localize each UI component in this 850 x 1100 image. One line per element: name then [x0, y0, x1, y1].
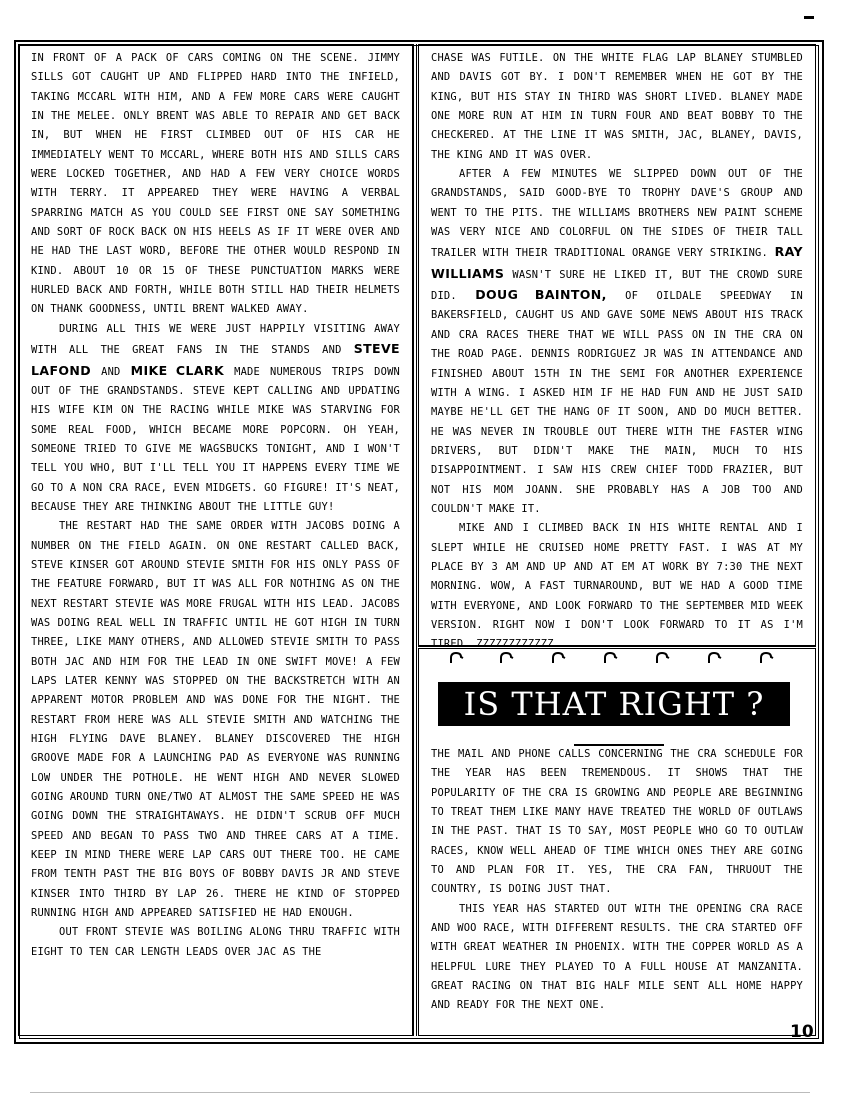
left-column	[18, 44, 413, 1036]
right-top-column-text	[431, 49, 803, 655]
paragraph	[31, 49, 400, 320]
banner-title: IS THAT RIGHT ?	[463, 685, 765, 723]
text-run: OUT FRONT STEVIE WAS BOILING ALONG THRU TRAFFIC WITH EIGHT TO TEN CAR LENGTH LEADS OVER JAC AS THE	[31, 926, 400, 958]
section-banner	[434, 666, 794, 730]
paragraph	[31, 320, 400, 517]
text-run: THE MAIL AND PHONE CALLS CONCERNING THE CRA SCHEDULE FOR THE YEAR HAS BEEN TREMENDOUS. IT SHOWS THAT THE POPULARITY OF THE CRA IS GROWING AND PEOPLE ARE BEGINNING TO TREAT THEM LIKE MANY HAVE TREATED THE WORLD OF OUTLAWS IN THE PAST. THAT IS TO SAY, MOST PEOPLE WHO GO TO OUTLAW RACES, KNOW WELL AHEAD OF TIME WHICH ONES THEY ARE GOING TO AND PLAN FOR IT. YES, THE CRA FAN, THRUOUT THE COUNTRY, IS DOING JUST THAT.	[431, 748, 803, 896]
hook-ornament-icon	[500, 652, 514, 664]
right-bottom-column-text	[431, 745, 803, 1016]
scan-edge-line	[30, 1092, 810, 1093]
paragraph	[431, 165, 803, 519]
page-number: 10	[790, 1022, 814, 1042]
text-run: MIKE AND I CLIMBED BACK IN HIS WHITE RENTAL AND I SLEPT WHILE HE CRUISED HOME PRETTY FAST. I WAS AT MY PLACE BY 3 AM AND UP AND AT EM AT WORK BY 7:30 THE NEXT MORNING. WOW, A FAST TURNAROUND, BUT WE HAD A GOOD TIME WITH EVERYONE, AND LOOK FORWARD TO THE SEPTEMBER MID WEEK VERSION. RIGHT NOW I DON'T LOOK FORWARD TO IT AS I'M	[431, 522, 803, 631]
text-run: IN FRONT OF A PACK OF CARS COMING ON THE SCENE. JIMMY SILLS GOT CAUGHT UP AND FLIPPED HARD INTO THE INFIELD, TAKING MCCARL WITH HIM, AND A FEW MORE CARS WERE CAUGHT IN THE MELEE. ONLY BRENT WAS ABLE TO REPAIR AND GET BACK IN, BUT WHEN HE FIRST CLIMBED OUT OF HIS CAR HE IMMEDIATELY WENT TO MCCARL, WHERE BOTH HIS AND SILLS CARS WERE LOCKED TOGETHER, AND HAD A FEW VERY CHOICE WORDS WITH TERRY. IT APPEARED THEY WERE HAVING A VERBAL SPARRING MATCH AS YOU COULD SEE FIRST ONE SAY SOMETHING AND SORT OF ROCK BACK ON HIS HEELS AS IF IT WERE OVER AND HE HAD THE LAST WORD, BEFORE THE OTHER WOULD RESPOND IN KIND. ABOUT 10 OR 15 OF THESE PUNCTUATION MARKS WERE HURLED BACK AND FORTH, WHILE BOTH STILL HAD THEIR HELMETS ON THANK GOODNESS, UNTIL BRENT WALKED AWAY.	[31, 52, 400, 316]
text-run: WASN'T SURE HE LIKED IT, BUT THE CROWD SURE DID.	[431, 268, 803, 303]
text-run: OF OILDALE SPEEDWAY IN BAKERSFIELD, CAUGHT US AND GAVE SOME NEWS ABOUT HIS TRACK AND CRA RACES THERE THAT WE WILL PASS ON IN THE CRA ON THE ROAD PAGE. DENNIS RODRIGUEZ JR WAS IN ATTENDANCE AND FINISHED ABOUT 15TH IN THE SEMI FOR ANOTHER EXPERIENCE WITH A WING. I ASKED HIM IF HE HAD FUN AND HE JUST SAID MAYBE HE'LL GET THE HANG OF IT SOON, AND DO MUCH BETTER. HE WAS NEVER IN TROUBLE OUT THERE WITH THE FASTER WING DRIVERS, BUT DIDN'T MAKE THE MAIN, MUCH TO HIS DISAPPOINTMENT. I SAW HIS CREW CHIEF TODD FRAZIER, BUT NOT HIS MOM JOANN. SHE PROBABLY HAS A JOB TOO AND COULDN'T MAKE IT.	[431, 290, 803, 515]
banner-box	[438, 682, 790, 726]
paragraph	[431, 49, 803, 165]
text-run: MADE NUMEROUS TRIPS DOWN OUT OF THE GRANDSTANDS. STEVE KEPT CALLING AND UPDATING HIS WIFE KIM ON THE RACING WHILE MIKE WAS STARVING FOR SOME REAL FOOD, WHICH BECAME MORE POPCORN. OH YEAH, SOMEONE TRIED TO GIVE ME WAGSBUCKS TONIGHT, AND I WON'T TELL YOU WHO, BUT I'LL TELL YOU IT HAPPENS EVERY TIME WE GO TO A NON CRA RACE, EVEN MIDGETS. GO FIGURE! IT'S NEAT, BECAUSE THEY ARE THINKING ABOUT THE LITTLE GUY!	[31, 365, 400, 513]
text-run: AND	[91, 365, 131, 378]
text-run: CHASE WAS FUTILE. ON THE WHITE FLAG LAP BLANEY STUMBLED AND DAVIS GOT BY. I DON'T REMEMBER WHEN HE GOT BY THE KING, BUT HIS STAY IN THIRD WAS SHORT LIVED. BLANEY MADE ONE MORE RUN AT HIM IN TURN FOUR AND BEAT BOBBY TO THE CHECKERED. AT THE LINE IT WAS SMITH, JAC, BLANEY, DAVIS, THE KING AND IT WAS OVER.	[431, 52, 803, 161]
bold-name: STEVE LAFOND	[31, 341, 400, 378]
text-run: THE RESTART HAD THE SAME ORDER WITH JACOBS DOING A NUMBER ON THE FIELD AGAIN. ON ONE RESTART CALLED BACK, STEVE KINSER GOT AROUND STEVIE SMITH FOR HIS ONLY PASS OF THE FEATURE FORWARD, BUT IT WAS ALL FOR NOTHING AS ON THE NEXT RESTART STEVIE WAS MORE FRUGAL WITH HIS LEAD. JACOBS WAS DOING REAL WELL IN TRAFFIC UNTIL HE GOT HIGH IN TURN THREE, LIKE MANY OTHERS, AND ALLOWED STEVIE SMITH TO PASS BOTH JAC AND HIM FOR THE LEAD IN ONE SWIFT MOVE! A FEW LAPS LATER KENNY WAS STOPPED ON THE BACKSTRETCH WITH AN APPARENT MOTOR PROBLEM AND WAS DONE FOR THE NIGHT. THE RESTART FROM HERE WAS ALL STEVIE SMITH AND WATCHING THE HIGH FLYING DAVE BLANEY. BLANEY DISCOVERED THE HIGH GROOVE MADE FOR A LAUNCHING PAD AS EVERYONE WAS RUNNING LOW UNDER THE POTHOLE. HE WENT HIGH AND NEVER SLOWED GOING AROUND TURN ONE/TWO AT ALMOST THE SAME SPEED HE WAS GOING DOWN THE STRAIGHTAWAYS. HE DIDN'T SCRUB OFF MUCH SPEED AND BEGAN TO PASS TWO AND THREE CARS AT A TIME. KEEP IN MIND THERE WERE LAP CARS OUT THERE TOO. HE CAME FROM TENTH PAST THE BIG BOYS OF BOBBY DAVIS JR AND STEVE KINSER INTO THIRD BY LAP 26. THERE HE KIND OF STOPPED RUNNING HIGH AND APPEARED SATISFIED HE HAD ENOUGH.	[31, 520, 400, 920]
hook-ornament-icon	[708, 652, 722, 664]
column-divider	[412, 44, 414, 1036]
paragraph	[431, 745, 803, 900]
bold-name: RAY WILLIAMS	[431, 244, 803, 281]
banner-ornaments	[440, 652, 800, 666]
hook-ornament-icon	[552, 652, 566, 664]
bold-name: MIKE CLARK	[130, 362, 225, 378]
paragraph	[31, 517, 400, 923]
paragraph	[431, 900, 803, 1016]
text-run: DURING ALL THIS WE WERE JUST HAPPILY VISITING AWAY WITH ALL THE GREAT FANS IN THE STANDS AND	[31, 322, 400, 357]
section-separator	[418, 645, 816, 647]
text-run: AFTER A FEW MINUTES WE SLIPPED DOWN OUT OF THE GRANDSTANDS, SAID GOOD-BYE TO TROPHY DAVE'S GROUP AND WENT TO THE PITS. THE WILLIAMS BROTHERS NEW PAINT SCHEME WAS VERY NICE AND COLORFUL ON THE SIDES OF THEIR TALL TRAILER WITH THEIR TRADITIONAL ORANGE VERY STRIKING.	[431, 168, 803, 260]
text-run: THIS YEAR HAS STARTED OUT WITH THE OPENING CRA RACE AND WOO RACE, WITH DIFFERENT RESULTS. THE CRA STARTED OFF WITH GREAT WEATHER IN PHOENIX. WITH THE COPPER WORLD AS A HELPFUL LURE THEY PLAYED TO A FULL HOUSE AT MANZANITA. GREAT RACING ON THAT BIG HALF MILE SENT ALL HOME HAPPY AND READY FOR THE NEXT ONE.	[431, 902, 803, 1012]
hook-ornament-icon	[604, 652, 618, 664]
paragraph	[431, 519, 803, 654]
bold-name: DOUG BAINTON,	[475, 287, 607, 303]
paragraph	[31, 923, 400, 962]
right-top-column	[418, 44, 816, 646]
hook-ornament-icon	[450, 652, 464, 664]
hook-ornament-icon	[656, 652, 670, 664]
hook-ornament-icon	[760, 652, 774, 664]
column-divider-inner	[416, 44, 417, 1036]
corner-mark	[804, 16, 814, 19]
left-column-text	[31, 49, 400, 962]
banner-underline	[574, 744, 664, 746]
